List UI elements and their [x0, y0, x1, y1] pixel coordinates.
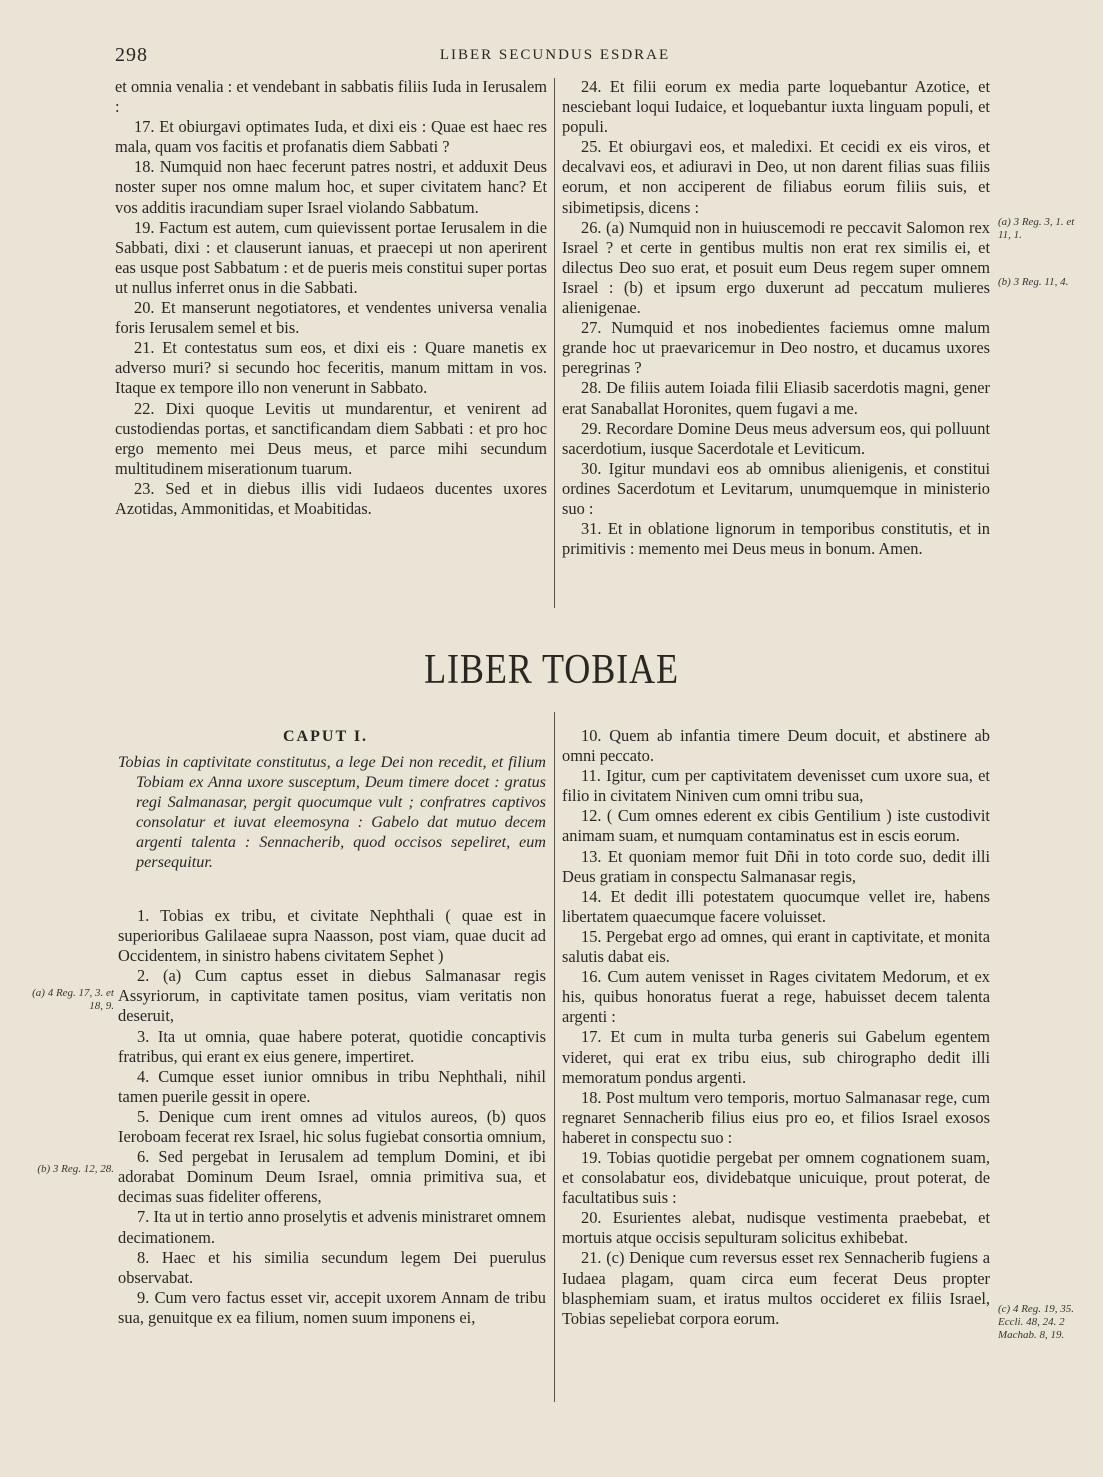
verse: 30. Igitur mundavi eos ab omnibus alienigenis, et constitui ordines Sacerdotum et Levitarum, unumquemque in ministerio suo :: [562, 458, 990, 518]
verse: 20. Et manserunt negotiatores, et vendentes universa venalia foris Ierusalem semel et bis.: [115, 298, 547, 338]
verse: 3. Ita ut omnia, quae habere poterat, quotidie concaptivis fratribus, qui erant ex eius genere, impertiret.: [118, 1026, 546, 1066]
verse: 20. Esurientes alebat, nudisque vestimenta praebebat, et mortuis atque occisis sepulturam solicitus exhibebat.: [562, 1208, 990, 1248]
column-rule: [554, 712, 555, 1402]
verse: 31. Et in oblatione lignorum in temporibus constitutis, et in primitivis : memento mei Deus meus in bonum. Amen.: [562, 519, 990, 559]
page-number: 298: [115, 44, 148, 66]
margin-note: (a) 3 Reg. 3, 1. et 11, 1.: [998, 216, 1075, 241]
chapter-heading: CAPUT I.: [283, 728, 369, 745]
verse: 14. Et dedit illi potestatem quocumque vellet ire, habens libertatem quaecumque facere voluisset.: [562, 886, 990, 926]
verse: 21. Et contestatus sum eos, et dixi eis : Quare manetis ex adverso muri? si secundo hoc feceritis, manum mittam in vos. Itaque ex tempore illo non venerunt in Sabbato.: [115, 338, 547, 398]
verse: 12. ( Cum omnes ederent ex cibis Gentilium ) iste custodivit animam suam, et numquam contaminatus est in escis eorum.: [562, 806, 990, 846]
verse: 9. Cum vero factus esset vir, accepit uxorem Annam de tribu sua, genuitque ex ea filium, nomen suum imponens ei,: [118, 1287, 546, 1327]
margin-note: (c) 4 Reg. 19, 35. Eccli. 48, 24. 2 Machab. 8, 19.: [998, 1303, 1075, 1341]
verse: 24. Et filii eorum ex media parte loquebantur Azotice, et nesciebant loqui Iudaice, et loquebantur iuxta linguam populi, et populi.: [562, 77, 990, 137]
verse: 6. Sed pergebat in Ierusalem ad templum Domini, et ibi adorabat Dominum Deum Israel, omnia primitiva sua, et decimas suas fideliter offerens,: [118, 1147, 546, 1207]
chapter-summary: [118, 752, 546, 872]
verse: 18. Numquid non haec fecerunt patres nostri, et adduxit Deus noster super nos omne malum hoc, et super civitatem hanc? Et vos additis iracundiam super Israel violando Sabbatum.: [115, 157, 547, 217]
running-head: [115, 44, 995, 68]
verse: 28. De filiis autem Ioiada filii Eliasib sacerdotis magni, gener erat Sanaballat Horonites, quem fugavi a me.: [562, 378, 990, 418]
verse: 4. Cumque esset iunior omnibus in tribu Nephthali, nihil tamen puerile gessit in opere.: [118, 1066, 546, 1106]
verse: 11. Igitur, cum per captivitatem devenisset cum uxore sua, et filio in civitatem Niniven cum omni tribu sua,: [562, 766, 990, 806]
verse: 2. (a) Cum captus esset in diebus Salmanasar regis Assyriorum, in captivitate tamen positus, viam veritatis non deseruit,: [118, 966, 546, 1026]
verse: 18. Post multum vero temporis, mortuo Salmanasar rege, cum regnaret Sennacherib filius eius pro eo, et filios Israel exosos haberet in conspectu suo :: [562, 1087, 990, 1147]
verse: 13. Et quoniam memor fuit Dñi in toto corde suo, dedit illi Deus gratiam in conspectu Salmanasar regis,: [562, 846, 990, 886]
verse: 21. (c) Denique cum reversus esset rex Sennacherib fugiens a Iudaea plagam, quam circa eum fecerat Deus propter blasphemiam suam, et iratus multos occideret ex filiis Israel, Tobias sepeliebat corpora eorum.: [562, 1248, 990, 1328]
esdrae-left-column: [115, 77, 547, 519]
margin-note: (b) 3 Reg. 11, 4.: [998, 276, 1069, 288]
verse: 16. Cum autem venisset in Rages civitatem Medorum, et ex his, quibus honoratus fuerat a rege, habuisset decem talenta argenti :: [562, 967, 990, 1027]
tobiae-left-column: [118, 906, 546, 1328]
tobiae-right-column: [562, 726, 990, 1329]
verse: et omnia venalia : et vendebant in sabbatis filiis Iuda in Ierusalem :: [115, 77, 547, 117]
margin-note: (b) 3 Reg. 12, 28.: [37, 1163, 114, 1175]
verse: 15. Pergebat ergo ad omnes, qui erant in captivitate, et monita salutis dabat eis.: [562, 926, 990, 967]
verse: 27. Numquid et nos inobedientes faciemus omne malum grande hoc ut praevaricemur in Deo nostro, et ducamus uxores peregrinas ?: [562, 318, 990, 378]
verse: 26. (a) Numquid non in huiuscemodi re peccavit Salomon rex Israel ? et certe in gentibus multis non erat rex similis ei, et dilectus Deo suo erat, et posuit eum Deus regem super omnem Israel : (b) et ipsum ergo duxerunt ad peccatum mulieres alienigenae.: [562, 217, 990, 318]
verse: 25. Et obiurgavi eos, et maledixi. Et cecidi ex eis viros, et decalvavi eos, et adiuravi in Deo, ut non darent filias suas filiis eorum, et non acciperent de filiabus eorum filiis suis, et sibimetipsis, dicens :: [562, 137, 990, 217]
book-title: LIBER TOBIAE: [424, 647, 679, 693]
margin-note: (a) 4 Reg. 17, 3. et 18, 9.: [32, 987, 114, 1012]
verse: 23. Sed et in diebus illis vidi Iudaeos ducentes uxores Azotidas, Ammonitidas, et Moabitidas.: [115, 478, 547, 518]
column-rule: [554, 78, 555, 608]
verse: 17. Et obiurgavi optimates Iuda, et dixi eis : Quae est haec res mala, quam vos facitis et profanatis diem Sabbati ?: [115, 117, 547, 157]
verse: 1. Tobias ex tribu, et civitate Nephthali ( quae est in superioribus Galilaeae supra Naasson, post viam, quae ducit ad Occidentem, in sinistro habens civitatem Sephet ): [118, 906, 546, 966]
verse: 17. Et cum in multa turba generis sui Gabelum egentem videret, qui erat ex tribu eius, sub chirographo dedit illi memoratum pondus argenti.: [562, 1027, 990, 1087]
verse: 19. Factum est autem, cum quievissent portae Ierusalem in die Sabbati, dixi : et clauserunt ianuas, et praecepi ut non aperirent eas usque post Sabbatum : et de pueris meis constitui super portas ut nullus inferret onus in die Sabbati.: [115, 217, 547, 297]
verse: 10. Quem ab infantia timere Deum docuit, et abstinere ab omni peccato.: [562, 726, 990, 766]
verse: 7. Ita ut in tertio anno proselytis et advenis ministraret omnem decimationem.: [118, 1207, 546, 1247]
verse: 8. Haec et his similia secundum legem Dei puerulus observabat.: [118, 1247, 546, 1287]
summary-text: Tobias in captivitate constitutus, a lege Dei non recedit, et filium Tobiam ex Anna uxore susceptum, Deum timere docet : gratus regi Salmanasar, pergit quocumque vult ; confratres captivos consolatur et iuvat eleemosyna : Gabelo dat mutuo decem argenti talenta : Sennacherib, quod occisos sepeliret, eum persequitur.: [118, 753, 546, 871]
verse: 19. Tobias quotidie pergebat per omnem cognationem suam, et consolabatur eos, dividebatque unicuique, prout poterat, de facultatibus suis :: [562, 1147, 990, 1208]
verse: 22. Dixi quoque Levitis ut mundarentur, et venirent ad custodiendas portas, et sanctificandam diem Sabbati : et pro hoc ergo memento mei Deus meus, et parce mihi secundum multitudinem miserationum tuarum.: [115, 398, 547, 478]
verse: 29. Recordare Domine Deus meus adversum eos, qui polluunt sacerdotium, iusque Sacerdotale et Leviticum.: [562, 418, 990, 458]
verse: 5. Denique cum irent omnes ad vitulos aureos, (b) quos Ieroboam fecerat rex Israel, hic solus fugiebat consortia omnium,: [118, 1106, 546, 1147]
esdrae-right-column: [562, 77, 990, 559]
running-title: LIBER SECUNDUS ESDRAE: [439, 47, 671, 63]
